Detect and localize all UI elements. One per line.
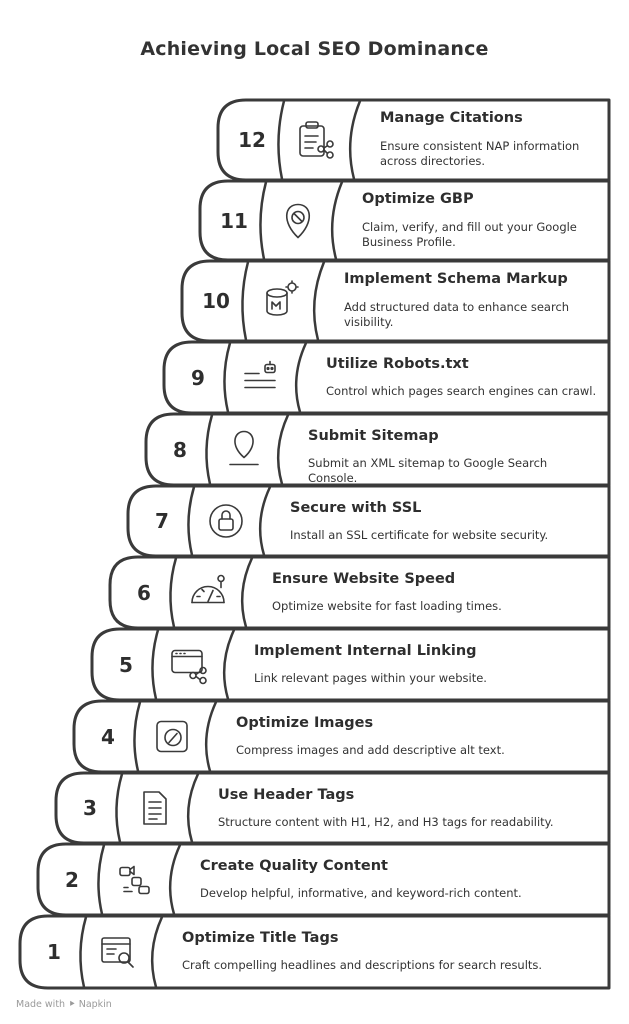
- step-number: 9: [191, 365, 205, 390]
- step-description: Structure content with H1, H2, and H3 tags for readability.: [218, 815, 554, 829]
- step-block: [74, 701, 609, 772]
- step-block: [110, 557, 609, 628]
- step-description: Compress images and add descriptive alt text.: [236, 743, 505, 757]
- step-description: Optimize website for fast loading times.: [272, 599, 502, 613]
- step-heading: Optimize Title Tags: [182, 930, 339, 946]
- step-heading: Use Header Tags: [218, 787, 355, 803]
- step-number: 12: [238, 128, 266, 152]
- footer-credit: Made with ⯈ Napkin: [16, 999, 112, 1010]
- step-description: Develop helpful, informative, and keyword-rich content.: [200, 886, 522, 900]
- step-heading: Utilize Robots.txt: [326, 356, 469, 372]
- step-description: Install an SSL certificate for website security.: [290, 528, 549, 542]
- step-number: 11: [220, 208, 248, 233]
- step-heading: Ensure Website Speed: [272, 571, 456, 587]
- step-block: [164, 342, 609, 413]
- step-description: Control which pages search engines can crawl.: [326, 384, 597, 398]
- step-heading: Create Quality Content: [200, 858, 388, 874]
- step-description: Claim, verify, and fill out your Google Business Profile.: [362, 220, 577, 249]
- step-number: 3: [83, 796, 97, 820]
- step-block: [128, 486, 609, 556]
- step-heading: Manage Citations: [380, 110, 523, 126]
- step-number: 8: [173, 437, 187, 462]
- step-description: Add structured data to enhance search visibility.: [344, 300, 570, 329]
- step-number: 6: [137, 580, 151, 605]
- step-heading: Submit Sitemap: [308, 428, 439, 444]
- step-description: Submit an XML sitemap to Google Search Console.: [308, 456, 548, 485]
- step-number: 10: [202, 289, 230, 313]
- step-heading: Optimize GBP: [362, 191, 474, 207]
- step-block: [56, 773, 609, 843]
- step-number: 7: [155, 509, 169, 533]
- step-description: Ensure consistent NAP information across directories.: [380, 139, 580, 168]
- step-number: 5: [119, 652, 133, 677]
- step-block: [38, 844, 609, 915]
- page-title: Achieving Local SEO Dominance: [140, 38, 489, 60]
- step-heading: Optimize Images: [236, 715, 374, 731]
- step-heading: Implement Internal Linking: [254, 643, 477, 659]
- step-number: 1: [47, 940, 61, 964]
- step-heading: Implement Schema Markup: [344, 271, 568, 287]
- step-block: [20, 916, 609, 988]
- step-number: 4: [101, 724, 115, 749]
- step-description: Link relevant pages within your website.: [254, 671, 487, 685]
- step-block: [92, 629, 609, 700]
- step-description: Craft compelling headlines and descriptions for search results.: [182, 958, 543, 972]
- step-number: 2: [65, 867, 79, 892]
- step-heading: Secure with SSL: [290, 500, 422, 516]
